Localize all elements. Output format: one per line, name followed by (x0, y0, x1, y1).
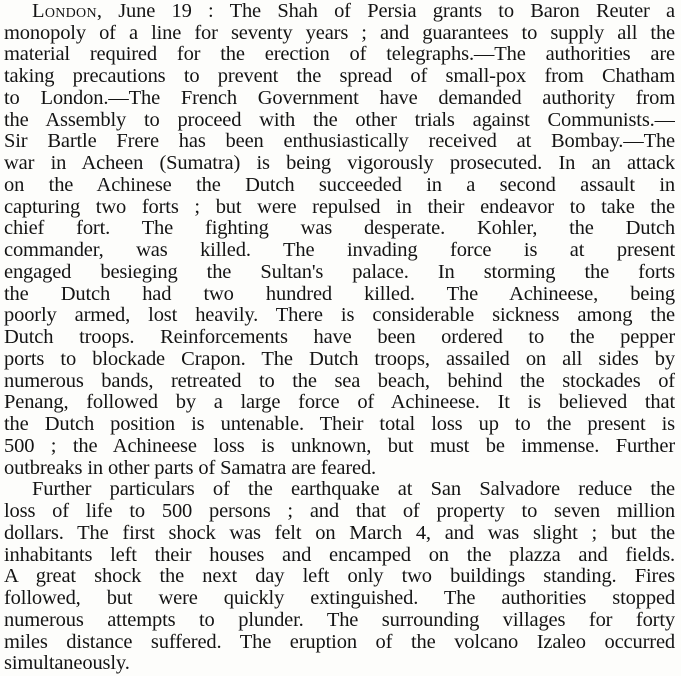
paragraph-2-line-1: Further particulars of the earthquake at San Salvadore reduce the (32, 479, 675, 501)
paragraph-1-line-1-text: , June 19 : The Shah of Persia grants to Baron Reuter a (96, 1, 675, 22)
paragraph-1-line-17: ports to blockade Crapon. The Dutch troops, assailed on all sides by (4, 348, 675, 370)
paragraph-2-line-9: simultaneously. (4, 653, 130, 675)
paragraph-1-line-1 (32, 1, 675, 23)
paragraph-2-line-8: miles distance suffered. The eruption of the volcano Izaleo occurred (4, 631, 675, 653)
paragraph-1-line-18: numerous bands, retreated to the sea beach, behind the stockades of (4, 370, 675, 392)
paragraph-1-line-8: war in Acheen (Sumatra) is being vigorously prosecuted. In an attack (4, 153, 675, 175)
paragraph-2-line-6: followed, but were quickly extinguished. The authorities stopped (4, 588, 675, 610)
paragraph-1-line-21: 500 ; the Achineese loss is unknown, but must be immense. Further (4, 435, 675, 457)
paragraph-1-line-15: poorly armed, lost heavily. There is considerable sickness among the (4, 305, 675, 327)
paragraph-1-line-10: capturing two forts ; but were repulsed in their endeavor to take the (4, 196, 675, 218)
paragraph-1-line-3: material required for the erection of telegraphs.—The authorities are (4, 44, 675, 66)
paragraph-1-line-13: engaged besieging the Sultan's palace. In storming the forts (4, 261, 675, 283)
dateline: London (32, 1, 97, 22)
paragraph-1-line-19: Penang, followed by a large force of Achineese. It is believed that (4, 392, 675, 414)
paragraph-1-line-5: to London.—The French Government have demanded authority from (4, 87, 675, 109)
paragraph-1-line-6: the Assembly to proceed with the other trials against Communists.— (4, 109, 675, 131)
paragraph-1-line-4: taking precautions to prevent the spread of small-pox from Chatham (4, 66, 675, 88)
paragraph-1-line-11: chief fort. The fighting was desperate. Kohler, the Dutch (4, 218, 675, 240)
paragraph-2-line-2: loss of life to 500 persons ; and that of property to seven million (4, 501, 675, 523)
paragraph-1-line-9: on the Achinese the Dutch succeeded in a second assault in (4, 174, 675, 196)
paragraph-1-line-22: outbreaks in other parts of Samatra are feared. (4, 457, 377, 479)
paragraph-1-line-12: commander, was killed. The invading force is at present (4, 240, 675, 262)
paragraph-1-line-2: monopoly of a line for seventy years ; and guarantees to supply all the (4, 22, 675, 44)
paragraph-2-line-3: dollars. The first shock was felt on March 4, and was slight ; but the (4, 522, 675, 544)
paragraph-1-line-14: the Dutch had two hundred killed. The Achineese, being (4, 283, 675, 305)
paragraph-2-line-5: A great shock the next day left only two buildings standing. Fires (4, 566, 675, 588)
paragraph-1-line-16: Dutch troops. Reinforcements have been ordered to the pepper (4, 327, 675, 349)
paragraph-2-line-7: numerous attempts to plunder. The surrounding villages for forty (4, 609, 675, 631)
paragraph-2-line-4: inhabitants left their houses and encamped on the plazza and fields. (4, 544, 675, 566)
paragraph-1-line-20: the Dutch position is untenable. Their total loss up to the present is (4, 414, 675, 436)
paragraph-1-line-7: Sir Bartle Frere has been enthusiastically received at Bombay.—The (4, 131, 675, 153)
